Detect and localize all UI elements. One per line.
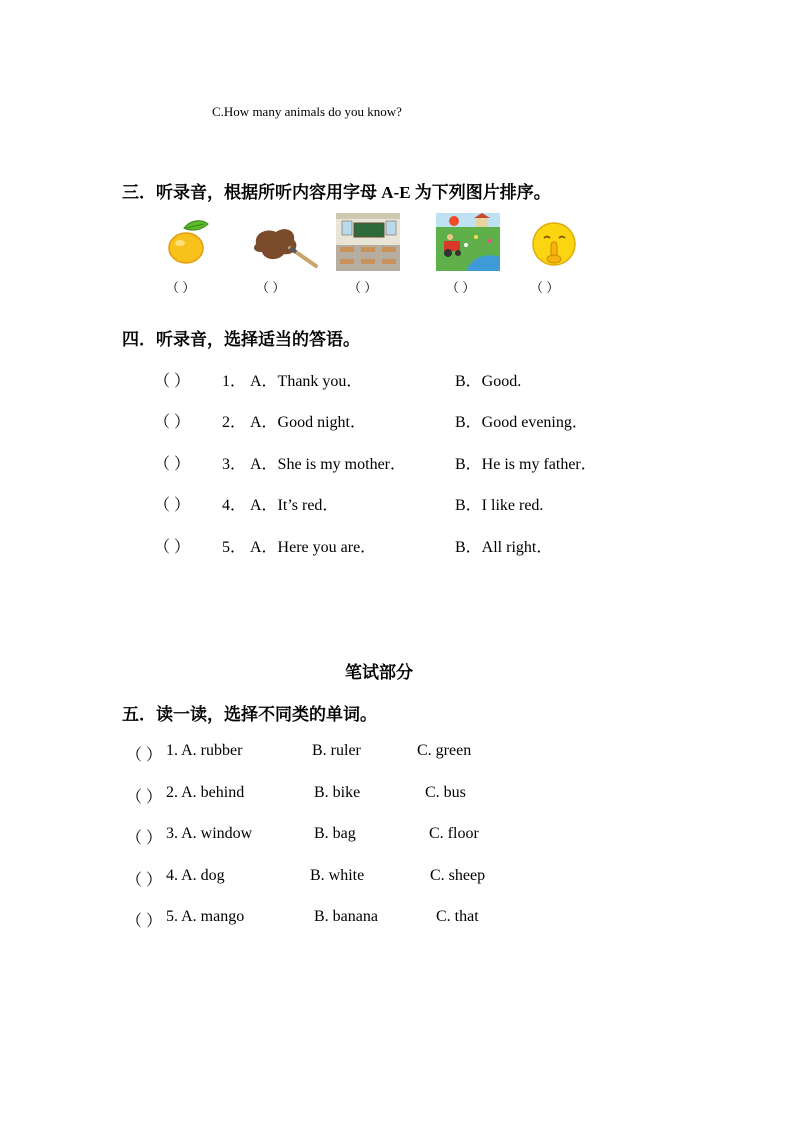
classroom-icon xyxy=(336,213,400,271)
s4-item-1-option-a: A．Thank you． xyxy=(250,373,363,390)
s5-item-5-option-a: 5. A. mango xyxy=(166,908,245,925)
picture-5-answer-blank[interactable]: （ ） xyxy=(530,280,560,295)
s5-item-4-option-b: B. white xyxy=(310,867,365,884)
written-part-title: 笔试部分 xyxy=(345,663,413,683)
s5-item-2-paren[interactable]: （ ） xyxy=(126,789,163,806)
s5-item-3-paren[interactable]: （ ） xyxy=(126,830,163,847)
s4-item-5-paren[interactable]: （ ） xyxy=(154,539,191,556)
s5-item-1-option-a: 1. A. rubber xyxy=(166,742,243,759)
section-4-title: 四．听录音，选择适当的答语。 xyxy=(122,330,360,350)
s5-item-5-option-b: B. banana xyxy=(314,908,378,925)
s4-item-4-option-b: B．I like red. xyxy=(455,497,544,514)
picture-2-answer-blank[interactable]: （ ） xyxy=(256,280,286,295)
picture-1-answer-blank[interactable]: （ ） xyxy=(166,280,196,295)
s5-item-2-option-c: C. bus xyxy=(425,784,466,801)
s5-item-5-option-c: C. that xyxy=(436,908,479,925)
paint-brush-icon xyxy=(250,222,320,270)
s4-item-2-option-a: A．Good night． xyxy=(250,414,367,431)
s4-item-4-num: 4． xyxy=(222,497,247,514)
section-3-title-prefix: 三．听录音，根据所听内容用字母 xyxy=(122,183,377,203)
farm-icon xyxy=(436,213,500,271)
s5-item-4-option-a: 4. A. dog xyxy=(166,867,225,884)
s4-item-3-option-b: B．He is my father． xyxy=(455,456,597,473)
quiet-face-icon xyxy=(532,220,578,268)
s5-item-1-option-c: C. green xyxy=(417,742,472,759)
s4-item-3-paren[interactable]: （ ） xyxy=(154,456,191,473)
s5-item-4-option-c: C. sheep xyxy=(430,867,486,884)
s4-item-5-num: 5． xyxy=(222,539,247,556)
question-option-c: C.How many animals do you know? xyxy=(212,104,402,119)
section-3-title xyxy=(122,178,551,203)
s4-item-1-num: 1． xyxy=(222,373,247,390)
s5-item-1-option-b: B. ruler xyxy=(312,742,361,759)
s4-item-2-num: 2． xyxy=(222,414,247,431)
s4-item-5-option-b: B．All right． xyxy=(455,539,553,556)
picture-4-answer-blank[interactable]: （ ） xyxy=(446,280,476,295)
picture-3-answer-blank[interactable]: （ ） xyxy=(348,280,378,295)
s5-item-2-option-a: 2. A. behind xyxy=(166,784,245,801)
s5-item-1-paren[interactable]: （ ） xyxy=(126,747,163,764)
mango-icon xyxy=(162,216,214,268)
s4-item-2-paren[interactable]: （ ） xyxy=(154,414,191,431)
s4-item-5-option-a: A．Here you are． xyxy=(250,539,377,556)
s4-item-1-paren[interactable]: （ ） xyxy=(154,373,191,390)
s5-item-3-option-b: B. bag xyxy=(314,825,356,842)
s4-item-3-num: 3． xyxy=(222,456,247,473)
section-5-title: 五．读一读，选择不同类的单词。 xyxy=(122,705,377,725)
s5-item-2-option-b: B. bike xyxy=(314,784,361,801)
s4-item-1-option-b: B．Good. xyxy=(455,373,522,390)
section-3-title-letters: A-E xyxy=(381,183,411,202)
s5-item-4-paren[interactable]: （ ） xyxy=(126,872,163,889)
s5-item-5-paren[interactable]: （ ） xyxy=(126,913,163,930)
section-3-title-suffix: 为下列图片排序。 xyxy=(414,183,551,203)
s5-item-3-option-a: 3. A. window xyxy=(166,825,253,842)
s4-item-4-paren[interactable]: （ ） xyxy=(154,497,191,514)
s4-item-4-option-a: A．It’s red． xyxy=(250,497,339,514)
s4-item-3-option-a: A．She is my mother． xyxy=(250,456,406,473)
s4-item-2-option-b: B．Good evening． xyxy=(455,414,588,431)
s5-item-3-option-c: C. floor xyxy=(429,825,479,842)
